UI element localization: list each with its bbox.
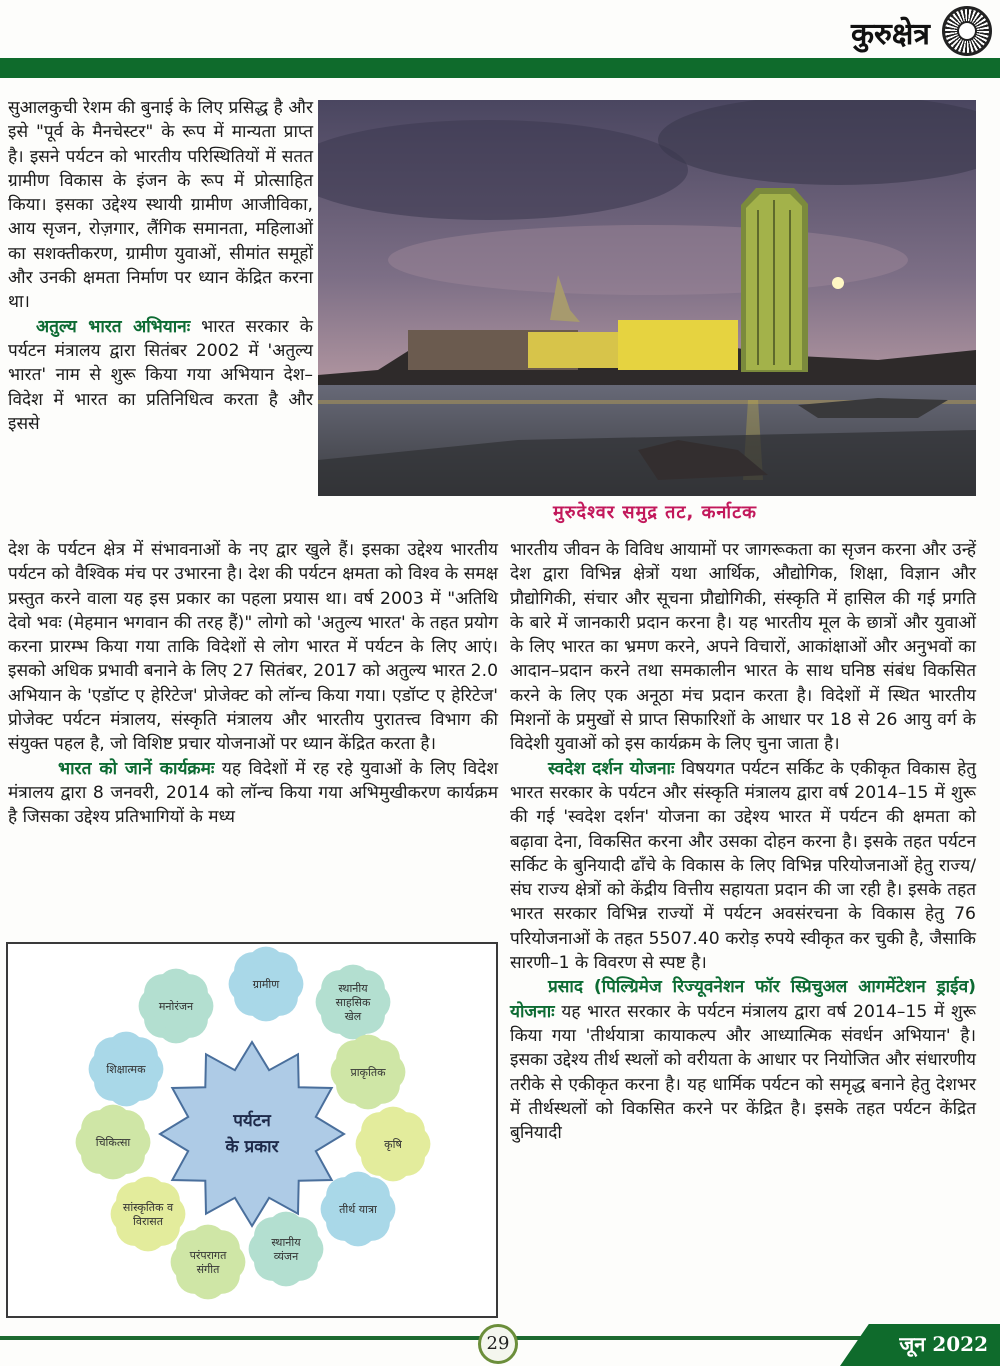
- top-left-column: [8, 96, 313, 436]
- tourism-type-label: शिक्षात्मक: [106, 1063, 146, 1076]
- issue-date: जून 2022: [899, 1332, 988, 1356]
- tourism-type-label: स्थानीय: [271, 1236, 301, 1249]
- paragraph: देश के पर्यटन क्षेत्र में संभावनाओं के नए द्वार खुले हैं। इसका उद्देश्य भारतीय पर्यटन को वैश्विक मंच पर उभारना है। देश की पर्यटन क्षमता को विश्व के समक्ष प्रस्तुत करने वाला यह इस प्रकार का पहला प्रयास था। वर्ष 2003 में "अतिथि देवो भवः (मेहमान भगवान की तरह हैं)" लोगो को 'अतुल्य भारत' के तहत प्रयोग करना प्रारम्भ किया गया ताकि विदेशों से लोग भारत में पर्यटन के लिए आएं। इसको अधिक प्रभावी बनाने के लिए 27 सितंबर, 2017 को अतुल्य भारत 2.0 अभियान के 'एडॉप्ट ए हेरिटेज' प्रोजेक्ट को लॉन्च किया गया। एडॉप्ट ए हेरिटेज' प्रोजेक्ट पर्यटन मंत्रालय, संस्कृति मंत्रालय और भारतीय पुरातत्त्व विभाग की संयुक्त पहल है, जो विशिष्ट प्रचार योजनाओं पर ध्यान केंद्रित करता है।: [8, 540, 498, 755]
- tourism-type-label: साहसिक: [335, 996, 371, 1009]
- tourism-type-label: कृषि: [384, 1138, 402, 1151]
- tourism-type-bubble: [76, 1105, 151, 1180]
- tourism-type-bubble: [229, 947, 304, 1022]
- paragraph: यह विदेशों में रह रहे युवाओं के लिए विदेश मंत्रालय द्वारा 8 जनवरी, 2014 को लॉन्च किया गया अभिमुखीकरण कार्यक्रम है जिसका उद्देश्य प्रतिभागियों के मध्य: [8, 758, 499, 828]
- paragraph: भारतीय जीवन के विविध आयामों पर जागरूकता का सृजन करना और उन्हें देश द्वारा विभिन्न क्षेत्रों यथा आर्थिक, औद्योगिक, शिक्षा, विज्ञान और प्रौद्योगिकी, संचार और सूचना प्रौद्योगिकी, संस्कृति में हासिल की गई प्रगति के बारे में जानकारी प्रदान करना है। यह भारतीय मूल के छात्रों और युवाओं के लिए भारत का भ्रमण करने, अपने विचारों, आकांक्षाओं और अनुभवों का आदान–प्रदान करने तथा समकालीन भारत के साथ घनिष्ठ संबंध विकसित करने के लिए एक अनूठा मंच प्रदान करता है। विदेशों में स्थित भारतीय मिशनों के प्रमुखों से प्राप्त सिफारिशों के आधार पर 18 से 26 आयु वर्ग के विदेशी युवाओं को इस कार्यक्रम के लिए चुना जाता है।: [510, 540, 976, 755]
- tourism-type-bubble: [171, 1225, 246, 1300]
- magazine-title: कुरुक्षेत्र: [850, 17, 930, 52]
- section-heading: भारत को जानें कार्यक्रमः: [58, 758, 215, 779]
- tourism-type-label: परंपरागत: [189, 1249, 227, 1262]
- tourism-type-label: चिकित्सा: [95, 1136, 131, 1149]
- tourism-type-label: तीर्थ यात्रा: [339, 1203, 377, 1216]
- tourism-type-label: स्थानीय: [338, 982, 368, 995]
- tourism-type-bubble: [316, 965, 391, 1040]
- paragraph: यह भारत सरकार के पर्यटन मंत्रालय द्वारा वर्ष 2014–15 में शुरू किया गया 'तीर्थयात्रा कायाकल्प और आध्यात्मिक संवर्धन अभियान' है। इसका उद्देश्य तीर्थ स्थलों को वरीयता के आधार पर नियोजित और संधारणीय तरीके से एकीकृत करना है। यह धार्मिक पर्यटन को समृद्ध बनाने हेतु देशभर में तीर्थस्थलों को विकसित करने पर केंद्रित है। इसके तहत पर्यटन केंद्रित बुनियादी: [510, 1001, 976, 1144]
- tourism-type-bubble: [111, 1177, 186, 1252]
- photo-caption: मुरुदेश्वर समुद्र तट, कर्नाटक: [553, 502, 757, 523]
- tourism-types-diagram: [6, 942, 498, 1318]
- tourism-type-label: व्यंजन: [273, 1250, 299, 1263]
- tourism-type-label: मनोरंजन: [158, 1000, 194, 1013]
- section-heading: अतुल्य भारत अभियानः: [36, 316, 191, 337]
- tourism-type-label: खेल: [344, 1010, 362, 1023]
- left-column: [8, 538, 498, 830]
- center-title-line1: पर्यटन: [233, 1111, 271, 1131]
- header-bar: [0, 58, 1000, 78]
- tourism-type-bubble: [331, 1035, 406, 1110]
- page-number: 29: [478, 1324, 518, 1364]
- paragraph: सुआलकुची रेशम की बुनाई के लिए प्रसिद्ध है और इसे "पूर्व के मैनचेस्टर" के रूप में मान्यता प्राप्त है। इसने पर्यटन को भारतीय परिस्थितियों में सतत ग्रामीण विकास के इंजन के रूप में प्रोत्साहित किया। इसका उद्देश्य स्थायी ग्रामीण आजीविका, आय सृजन, रोज़गार, लैंगिक समानता, महिलाओं का सशक्तीकरण, ग्रामीण युवाओं, सीमांत समूहों और उनकी क्षमता निर्माण पर ध्यान केंद्रित करना था।: [8, 98, 313, 313]
- tourism-type-bubble: [321, 1172, 396, 1247]
- section-heading: प्रसाद (पिल्ग्रिमेज रिज्यूवनेशन फॉर स्प्रिचुअल आगमेंटेशन ड्राईव) योजनाः: [510, 977, 976, 1022]
- tourism-type-bubble: [249, 1212, 324, 1287]
- tourism-type-bubble: [356, 1107, 431, 1182]
- center-star: [160, 1042, 344, 1226]
- tourism-type-label: ग्रामीण: [252, 978, 280, 991]
- paragraph: भारत सरकार के पर्यटन मंत्रालय द्वारा सितंबर 2002 में 'अतुल्य भारत' नाम से शुरू किया गया अभियान देश–विदेश में भारत का प्रतिनिधित्व करता है और इससे: [8, 316, 313, 434]
- tourism-type-label: विरासत: [132, 1215, 164, 1228]
- center-title-line2: के प्रकार: [225, 1137, 279, 1157]
- tourism-type-bubble: [89, 1032, 164, 1107]
- tourism-type-label: संगीत: [196, 1263, 220, 1276]
- tourism-type-bubble: [139, 969, 214, 1044]
- tourism-type-label: सांस्कृतिक व: [122, 1201, 174, 1214]
- right-column: [510, 538, 976, 1145]
- paragraph: विषयगत पर्यटन सर्किट के एकीकृत विकास हेतु भारत सरकार के पर्यटन और संस्कृति मंत्रालय द्वारा वर्ष 2014–15 में शुरू की गई 'स्वदेश दर्शन' योजना का उद्देश्य भारत में पर्यटन की क्षमता को बढ़ावा देना, विकसित करना और उसका दोहन करना है। इसके तहत पर्यटन सर्किट के बुनियादी ढाँचे के विकास के लिए विभिन्न परियोजनाओं हेतु राज्य/संघ राज्य क्षेत्रों को केंद्रीय वित्तीय सहायता प्रदान की जा रही है। इसके तहत भारत सरकार विभिन्न राज्यों में पर्यटन अवसंरचना के विकास हेतु 76 परियोजनाओं के तहत 5507.40 करोड़ रुपये स्वीकृत कर चुकी है, जैसाकि सारणी–1 के विवरण से स्पष्ट है।: [510, 758, 976, 974]
- section-heading: स्वदेश दर्शन योजनाः: [548, 758, 675, 779]
- tourism-type-label: प्राकृतिक: [350, 1066, 386, 1079]
- murudeshwar-photo: [318, 100, 976, 496]
- magazine-logo-icon: [942, 6, 992, 56]
